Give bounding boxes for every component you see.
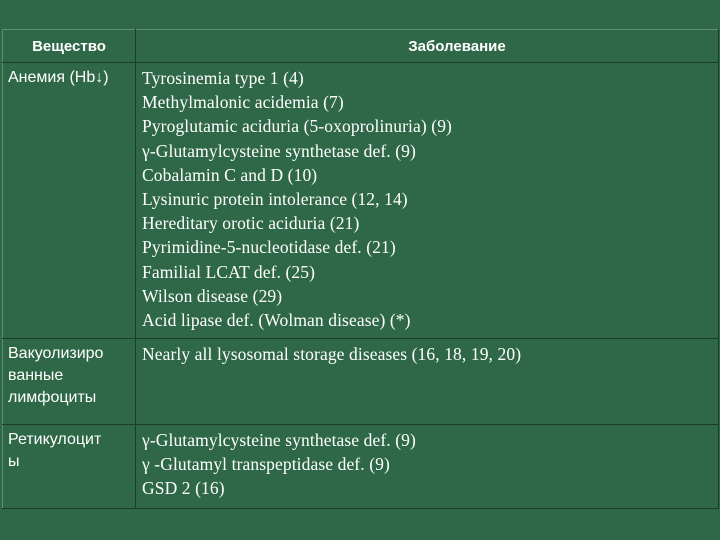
substance-cell [3, 425, 136, 509]
disease-item: Lysinuric protein intolerance (12, 14) [142, 189, 408, 210]
disease-item: Nearly all lysosomal storage diseases (16, 18, 19, 20) [142, 344, 522, 364]
disease-item: γ-Glutamylcysteine synthetase def. (9) [142, 140, 416, 161]
substance-text: ы [8, 453, 20, 470]
disease-cell [136, 425, 719, 509]
disease-cell [136, 63, 719, 339]
disease-item: Wilson disease (29) [142, 285, 283, 306]
header-disease: Заболевание [136, 30, 719, 63]
table-row [3, 63, 719, 339]
disease-item: Pyroglutamic aciduria (5-oxoprolinuria) (9) [142, 116, 452, 137]
disease-item: Tyrosinemia type 1 (4) [142, 68, 304, 88]
disease-item: Pyrimidine-5-nucleotidase def. (21) [142, 237, 396, 258]
substance-text: Вакуолизиро [8, 345, 104, 362]
substance-text: лимфоциты [8, 389, 97, 406]
substance-text: Анемия (Hb↓) [8, 69, 109, 86]
table-row [3, 339, 719, 425]
substance-text: ванные [8, 367, 64, 384]
disease-item: Methylmalonic acidemia (7) [142, 92, 344, 113]
disease-item: γ -Glutamyl transpeptidase def. (9) [142, 454, 390, 475]
disease-item: Acid lipase def. (Wolman disease) (*) [142, 310, 411, 331]
substance-cell [3, 63, 136, 339]
disease-item: Familial LCAT def. (25) [142, 261, 316, 282]
header-substance: Вещество [3, 30, 136, 63]
disease-cell [136, 339, 719, 425]
disease-item: Cobalamin C and D (10) [142, 164, 318, 185]
substance-text: Ретикулоцит [8, 431, 102, 448]
substance-cell [3, 339, 136, 425]
disease-table [2, 29, 719, 509]
header-row [3, 30, 719, 63]
disease-item: GSD 2 (16) [142, 478, 225, 499]
table-row [3, 425, 719, 509]
disease-item: γ-Glutamylcysteine synthetase def. (9) [142, 430, 416, 450]
disease-item: Hereditary orotic aciduria (21) [142, 213, 360, 234]
